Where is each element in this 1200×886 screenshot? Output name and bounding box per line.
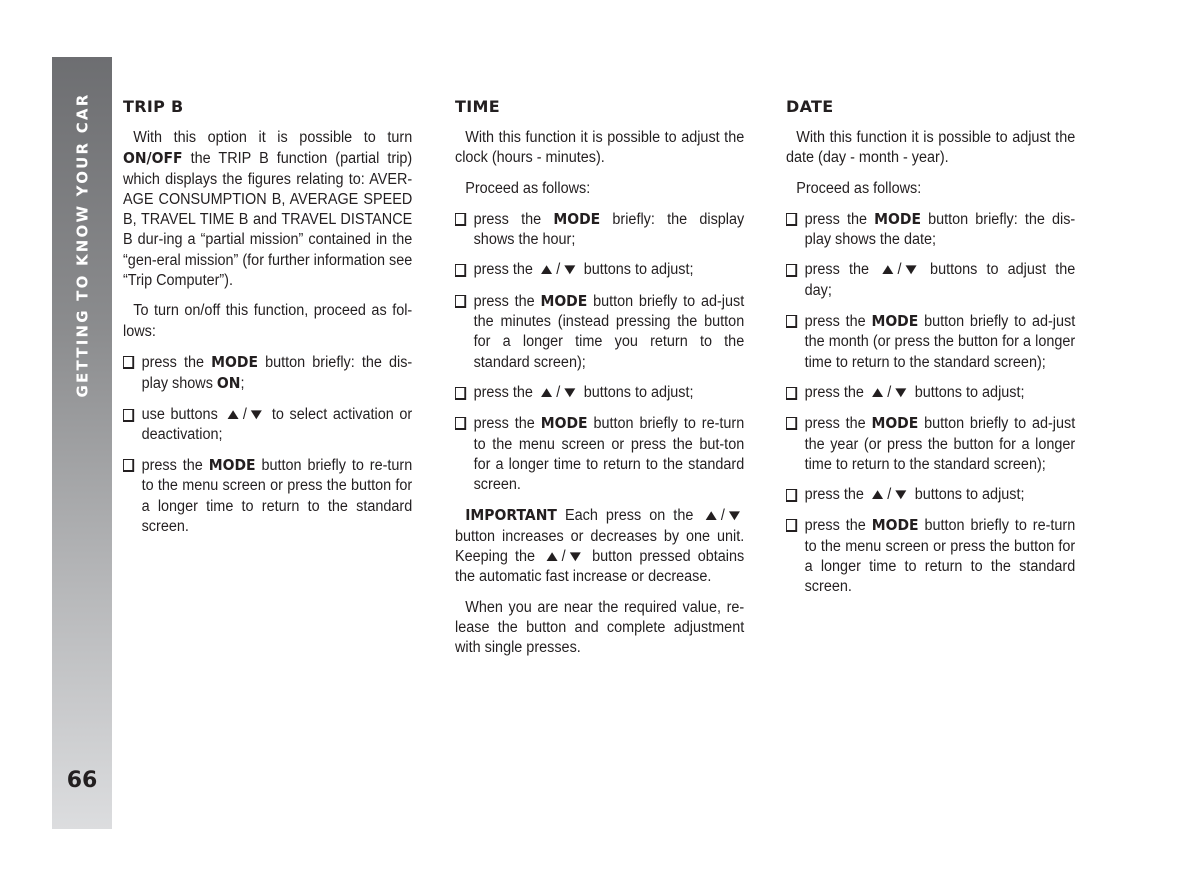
down-arrow-icon: ▼ (560, 261, 580, 279)
keyword-on: ON (216, 374, 241, 393)
down-arrow-icon: ▼ (560, 383, 580, 401)
keyword-mode: MODE (540, 414, 588, 433)
list-item: use buttons ▲/▼ to select activation or deactivation; (123, 405, 412, 446)
up-arrow-icon: ▲ (878, 261, 898, 279)
keyword-mode: MODE (871, 312, 919, 331)
list-item: press the ▲/▼ buttons to adjust; (455, 260, 744, 280)
paragraph: Proceed as follows: (465, 179, 591, 197)
checkbox-bullet-icon (786, 489, 797, 502)
column-trip-b (123, 96, 412, 547)
paragraph: With this function it is possible to adjust the clock (hours - minutes). (455, 129, 745, 167)
checkbox-bullet-icon (123, 409, 134, 422)
list-item: press the MODE button briefly to ad-just the minutes (instead pressing the button for a longer time you return to the standard screen); (455, 291, 744, 373)
column-time (455, 96, 744, 669)
section-title-vertical (52, 92, 112, 398)
list-item: press the MODE button briefly: the dis-play shows the date; (786, 209, 1075, 251)
list-item: press the MODE button briefly to ad-just the year (or press the button for a longer time to return to the standard screen); (786, 413, 1075, 475)
up-arrow-icon: ▲ (868, 383, 887, 401)
heading-trip-b: TRIP B (123, 97, 184, 116)
keyword-mode: MODE (540, 291, 588, 310)
up-arrow-icon: ▲ (701, 507, 721, 525)
keyword-mode: MODE (211, 352, 258, 371)
down-arrow-icon: ▼ (725, 507, 744, 525)
checkbox-bullet-icon (786, 213, 797, 226)
checkbox-bullet-icon (786, 387, 797, 400)
paragraph: When you are near the required value, re-lease the button and complete adjustment with single presses. (455, 598, 745, 657)
keyword-mode: MODE (553, 209, 601, 228)
down-arrow-icon: ▼ (565, 548, 585, 566)
list-item: press the MODE button briefly to re-turn to the menu screen or press the button for a longer time to return to the standard screen. (123, 455, 412, 537)
heading-time: TIME (455, 97, 500, 116)
checkbox-bullet-icon (455, 417, 466, 430)
list-item: press the ▲/▼ buttons to adjust the day; (786, 260, 1075, 301)
checkbox-bullet-icon (455, 213, 466, 226)
down-arrow-icon: ▼ (891, 383, 911, 401)
keyword-mode: MODE (871, 414, 919, 433)
checkbox-bullet-icon (786, 315, 797, 328)
section-title-text: GETTING TO KNOW YOUR CAR (73, 92, 91, 398)
checkbox-bullet-icon (786, 264, 797, 277)
checkbox-bullet-icon (786, 519, 797, 532)
checkbox-bullet-icon (455, 295, 466, 308)
list-item: press the MODE briefly: the display shows the hour; (455, 209, 744, 251)
checkbox-bullet-icon (123, 459, 134, 472)
paragraph: To turn on/off this function, proceed as fol-lows: (123, 302, 413, 340)
paragraph: With this function it is possible to adjust the date (day - month - year). (786, 129, 1076, 167)
down-arrow-icon: ▼ (901, 261, 921, 279)
checkbox-bullet-icon (455, 264, 466, 277)
list-item: press the MODE button briefly to re-turn to the menu screen or press the but-ton for a longer time to return to the standard screen. (455, 413, 744, 495)
important-note: IMPORTANT Each press on the ▲/▼ button increases or decreases by one unit. Keeping the ▲/▼ button pressed obtains the automatic fast increase or decrease. (455, 506, 745, 586)
checkbox-bullet-icon (123, 356, 134, 369)
up-arrow-icon: ▲ (223, 405, 243, 423)
down-arrow-icon: ▼ (891, 486, 911, 504)
keyword-important: IMPORTANT (465, 506, 557, 525)
keyword-mode: MODE (208, 456, 256, 475)
list-item: press the ▲/▼ buttons to adjust; (786, 383, 1075, 403)
list-item: press the MODE button briefly to ad-just the month (or press the button for a longer time to return to the standard screen); (786, 311, 1075, 373)
list-item: press the MODE button briefly to re-turn to the menu screen or press the button for a longer time to return to the standard screen. (786, 515, 1075, 597)
column-date (786, 96, 1075, 608)
checkbox-bullet-icon (786, 417, 797, 430)
list-item: press the ▲/▼ buttons to adjust; (786, 485, 1075, 505)
up-arrow-icon: ▲ (542, 548, 562, 566)
list-item: press the ▲/▼ buttons to adjust; (455, 383, 744, 403)
keyword-mode: MODE (874, 209, 921, 228)
paragraph: Proceed as follows: (796, 179, 922, 197)
checkbox-bullet-icon (455, 387, 466, 400)
paragraph: With this option it is possible to turn ON/OFF the TRIP B function (partial trip) which displays the figures relating to: AVER-AGE CONSUMPTION B, AVERAGE SPEED B, TRAVEL TIME B and TRAVEL DISTANCE B dur-ing a “partial mission” contained in the “gen-eral mission” (for further information see “Trip Computer”). (123, 129, 413, 290)
up-arrow-icon: ▲ (537, 261, 556, 279)
keyword-on-off: ON/OFF (123, 149, 183, 168)
up-arrow-icon: ▲ (537, 383, 556, 401)
keyword-mode: MODE (871, 516, 919, 535)
list-item: press the MODE button briefly: the dis-play shows ON; (123, 352, 412, 395)
page-number: 66 (66, 768, 98, 793)
down-arrow-icon: ▼ (247, 405, 266, 423)
up-arrow-icon: ▲ (868, 486, 887, 504)
heading-date: DATE (786, 97, 834, 116)
